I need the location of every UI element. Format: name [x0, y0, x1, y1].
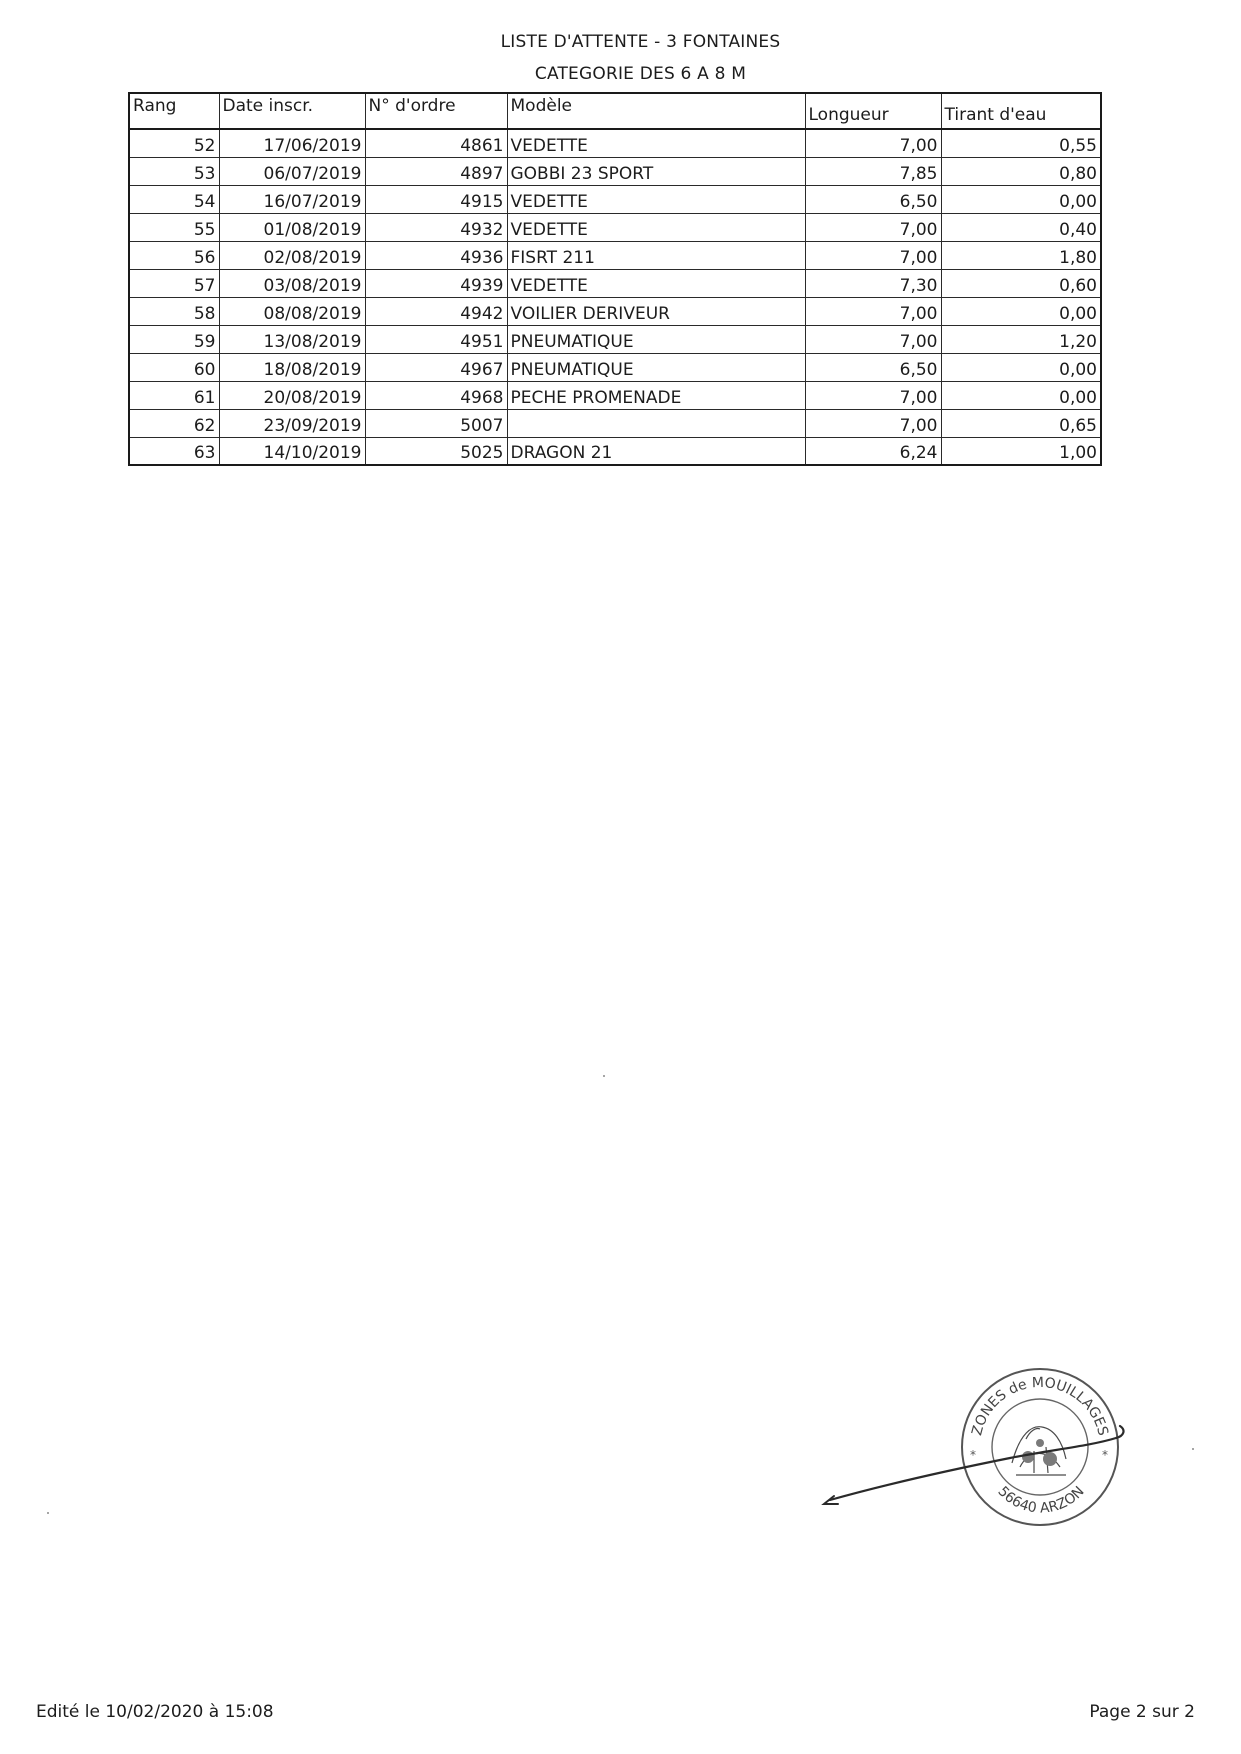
cell-tirant: 0,80: [941, 157, 1101, 185]
table-row: [129, 409, 1101, 437]
page-title: LISTE D'ATTENTE - 3 FONTAINES: [500, 32, 781, 52]
cell-modele: VOILIER DERIVEUR: [507, 297, 805, 325]
cell-rang: 62: [129, 409, 219, 437]
table-row: [129, 269, 1101, 297]
cell-modele: GOBBI 23 SPORT: [507, 157, 805, 185]
cell-date: 16/07/2019: [219, 185, 365, 213]
cell-longueur: 6,24: [805, 437, 941, 465]
cell-rang: 58: [129, 297, 219, 325]
cell-rang: 53: [129, 157, 219, 185]
cell-modele: VEDETTE: [507, 185, 805, 213]
cell-date: 17/06/2019: [219, 129, 365, 157]
cell-tirant: 0,00: [941, 185, 1101, 213]
table-row: [129, 185, 1101, 213]
table-row: [129, 437, 1101, 465]
cell-ordre: 4968: [365, 381, 507, 409]
table-row: [129, 241, 1101, 269]
waiting-list-table: [128, 92, 1102, 466]
cell-rang: 59: [129, 325, 219, 353]
cell-rang: 55: [129, 213, 219, 241]
cell-ordre: 5007: [365, 409, 507, 437]
cell-ordre: 4932: [365, 213, 507, 241]
cell-ordre: 4915: [365, 185, 507, 213]
cell-date: 23/09/2019: [219, 409, 365, 437]
page-subtitle: CATEGORIE DES 6 A 8 M: [534, 64, 747, 84]
cell-rang: 52: [129, 129, 219, 157]
cell-ordre: 4936: [365, 241, 507, 269]
cell-tirant: 1,80: [941, 241, 1101, 269]
cell-date: 14/10/2019: [219, 437, 365, 465]
table-header-row: [129, 93, 1101, 129]
cell-date: 06/07/2019: [219, 157, 365, 185]
cell-longueur: 7,00: [805, 297, 941, 325]
table-row: [129, 381, 1101, 409]
cell-rang: 61: [129, 381, 219, 409]
cell-tirant: 0,00: [941, 297, 1101, 325]
cell-modele: PNEUMATIQUE: [507, 325, 805, 353]
cell-longueur: 7,00: [805, 325, 941, 353]
column-header-longueur: Longueur: [805, 93, 941, 129]
cell-tirant: 0,55: [941, 129, 1101, 157]
svg-text:*: *: [970, 1448, 976, 1462]
edited-date: Edité le 10/02/2020 à 15:08: [36, 1702, 274, 1722]
cell-rang: 57: [129, 269, 219, 297]
cell-modele: FISRT 211: [507, 241, 805, 269]
table-row: [129, 213, 1101, 241]
cell-ordre: 4942: [365, 297, 507, 325]
cell-longueur: 7,00: [805, 409, 941, 437]
signature-stroke: [820, 1400, 1140, 1520]
column-header-ordre: N° d'ordre: [365, 93, 507, 129]
cell-date: 13/08/2019: [219, 325, 365, 353]
table-row: [129, 157, 1101, 185]
cell-longueur: 7,00: [805, 241, 941, 269]
column-header-rang: Rang: [129, 93, 219, 129]
cell-date: 01/08/2019: [219, 213, 365, 241]
cell-tirant: 0,00: [941, 353, 1101, 381]
scan-speck: [603, 1075, 605, 1077]
scan-speck: [47, 1512, 49, 1514]
cell-longueur: 7,00: [805, 129, 941, 157]
cell-tirant: 0,00: [941, 381, 1101, 409]
cell-modele: PECHE PROMENADE: [507, 381, 805, 409]
cell-modele: VEDETTE: [507, 269, 805, 297]
cell-longueur: 6,50: [805, 353, 941, 381]
cell-date: 02/08/2019: [219, 241, 365, 269]
scan-speck: [1192, 1448, 1194, 1450]
cell-rang: 54: [129, 185, 219, 213]
cell-rang: 63: [129, 437, 219, 465]
cell-date: 18/08/2019: [219, 353, 365, 381]
cell-modele: DRAGON 21: [507, 437, 805, 465]
cell-date: 08/08/2019: [219, 297, 365, 325]
stamp-bottom-text: 56640 ARZON: [994, 1483, 1088, 1517]
table-row: [129, 353, 1101, 381]
table-row: [129, 297, 1101, 325]
cell-tirant: 0,65: [941, 409, 1101, 437]
cell-date: 20/08/2019: [219, 381, 365, 409]
cell-modele: VEDETTE: [507, 129, 805, 157]
cell-longueur: 6,50: [805, 185, 941, 213]
cell-longueur: 7,30: [805, 269, 941, 297]
cell-tirant: 0,60: [941, 269, 1101, 297]
svg-text:*: *: [1102, 1448, 1108, 1462]
cell-longueur: 7,00: [805, 381, 941, 409]
cell-rang: 60: [129, 353, 219, 381]
stamp-top-text: ZONES de MOUILLAGES: [969, 1374, 1111, 1438]
column-header-date: Date inscr.: [219, 93, 365, 129]
column-header-tirant: Tirant d'eau: [941, 93, 1101, 129]
cell-ordre: 4861: [365, 129, 507, 157]
cell-ordre: 4939: [365, 269, 507, 297]
cell-ordre: 4951: [365, 325, 507, 353]
cell-tirant: 1,00: [941, 437, 1101, 465]
page-number: Page 2 sur 2: [1089, 1702, 1195, 1722]
cell-longueur: 7,00: [805, 213, 941, 241]
cell-ordre: 4897: [365, 157, 507, 185]
cell-date: 03/08/2019: [219, 269, 365, 297]
cell-ordre: 5025: [365, 437, 507, 465]
column-header-modele: Modèle: [507, 93, 805, 129]
cell-modele: [507, 409, 805, 437]
cell-modele: VEDETTE: [507, 213, 805, 241]
cell-ordre: 4967: [365, 353, 507, 381]
cell-tirant: 0,40: [941, 213, 1101, 241]
cell-longueur: 7,85: [805, 157, 941, 185]
cell-rang: 56: [129, 241, 219, 269]
cell-modele: PNEUMATIQUE: [507, 353, 805, 381]
cell-tirant: 1,20: [941, 325, 1101, 353]
table-row: [129, 325, 1101, 353]
table-row: [129, 129, 1101, 157]
